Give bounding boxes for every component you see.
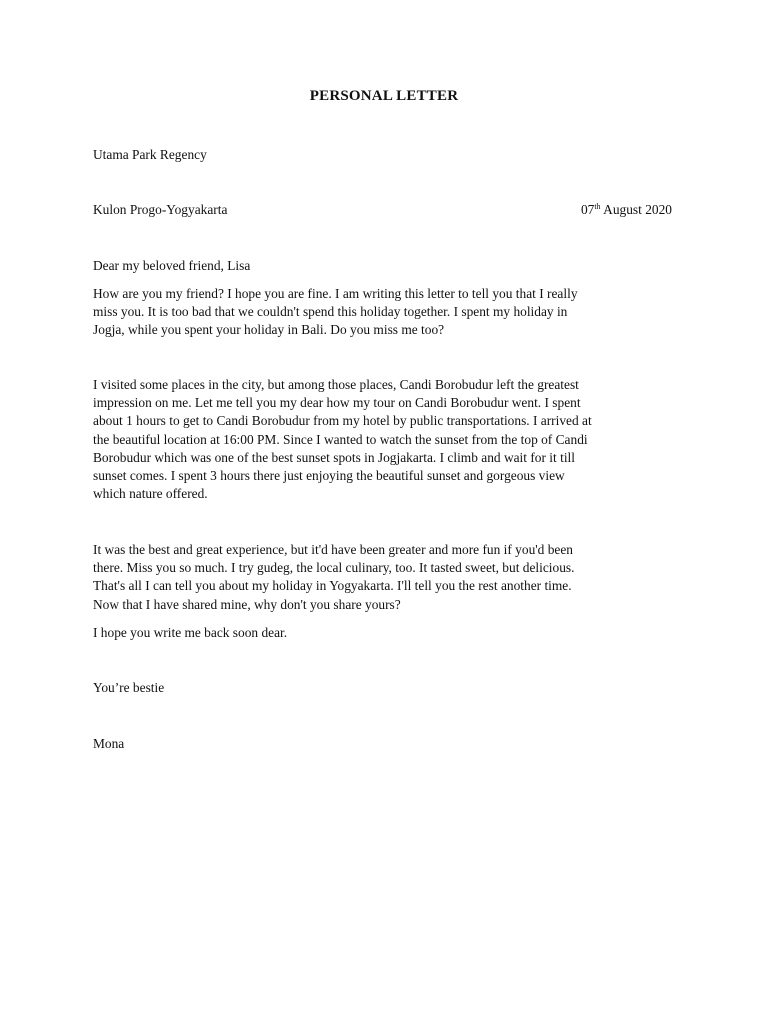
signature: Mona (93, 736, 125, 751)
paragraph-line: It was the best and great experience, but it'd have been greater and more fun if you'd been (93, 542, 573, 557)
paragraph-line: the beautiful location at 16:00 PM. Since I wanted to watch the sunset from the top of Candi (93, 431, 588, 447)
paragraph-3 (93, 541, 693, 614)
paragraph-line: Now that I have shared mine, why don't you share yours? (93, 596, 401, 612)
page-title: PERSONAL LETTER (309, 88, 459, 104)
paragraph-line: That's all I can tell you about my holiday in Yogyakarta. I'll tell you the rest another time. (93, 578, 572, 594)
paragraph-line: I visited some places in the city, but among those places, Candi Borobudur left the greatest (93, 377, 579, 392)
paragraph-line: Jogja, while you spent your holiday in Bali. Do you miss me too? (93, 322, 445, 338)
date-month-year: August 2020 (600, 202, 672, 217)
paragraph-line: miss you. It is too bad that we couldn't spend this holiday together. I spent my holiday in (93, 304, 568, 320)
letter-date (581, 202, 672, 218)
address-line-2: Kulon Progo-Yogyakarta (93, 202, 228, 217)
address-line-1: Utama Park Regency (93, 147, 207, 162)
paragraph-line: sunset comes. I spent 3 hours there just enjoying the beautiful sunset and gorgeous view (93, 468, 565, 484)
paragraph-line: Borobudur which was one of the best sunset spots in Jogjakarta. I climb and wait for it till (93, 449, 575, 465)
salutation: Dear my beloved friend, Lisa (93, 258, 251, 273)
paragraph-line: How are you my friend? I hope you are fine. I am writing this letter to tell you that I really (93, 286, 578, 301)
paragraph-line: there. Miss you so much. I try gudeg, the local culinary, too. It tasted sweet, but delicious. (93, 560, 575, 576)
paragraph-1 (93, 285, 693, 340)
paragraph-line: which nature offered. (93, 486, 208, 502)
date-day: 07 (580, 202, 595, 217)
date-suffix: th (594, 202, 601, 211)
paragraph-line: impression on me. Let me tell you my dear how my tour on Candi Borobudur went. I spent (93, 395, 581, 411)
closing: You’re bestie (93, 680, 165, 695)
paragraph-line: about 1 hours to get to Candi Borobudur from my hotel by public transportations. I arrived at (93, 413, 592, 429)
paragraph-2 (93, 376, 693, 503)
closing-wish: I hope you write me back soon dear. (93, 625, 288, 640)
